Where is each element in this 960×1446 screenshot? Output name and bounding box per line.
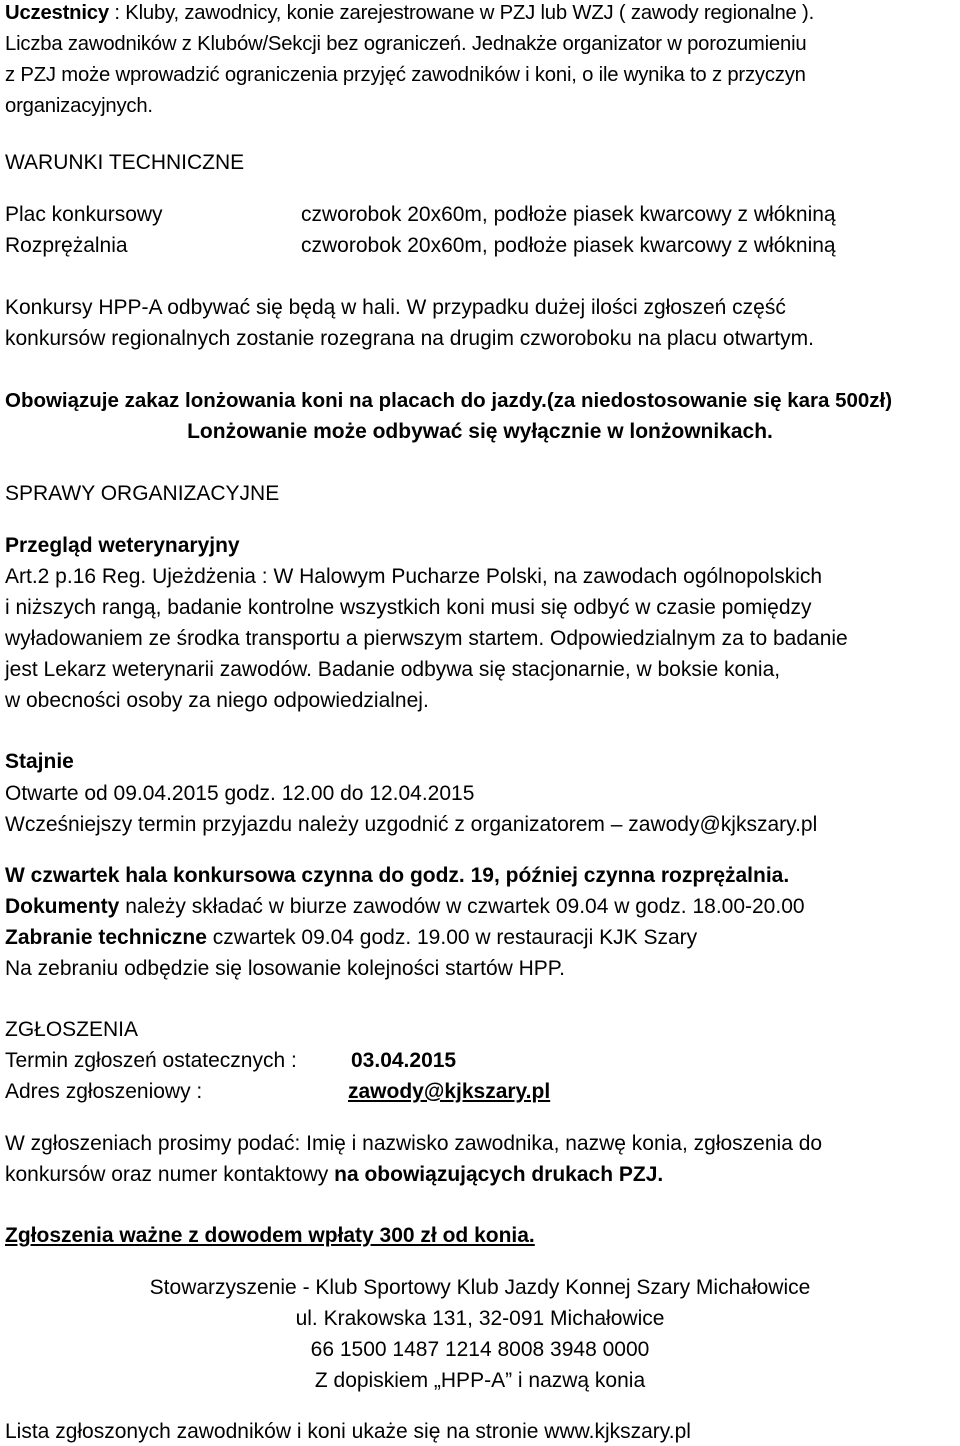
payment-requirement-line: Zgłoszenia ważne z dowodem wpłaty 300 zł od konia. bbox=[5, 1224, 535, 1247]
participants-line-2: Liczba zawodników z Klubów/Sekcji bez ograniczeń. Jednakże organizator w porozumieniu bbox=[5, 33, 807, 55]
participants-label: Uczestnicy bbox=[5, 2, 109, 24]
participants-text: : Kluby, zawodnicy, konie zarejestrowane w PZJ lub WZJ ( zawody regionalne ). bbox=[108, 2, 815, 24]
entries-request-line-2 bbox=[5, 1162, 663, 1188]
vet-paragraph-line-3: wyładowaniem ze środka transportu a pierwszym startem. Odpowiedzialnym za to badanie bbox=[5, 627, 848, 650]
technical-meeting-line bbox=[5, 925, 697, 951]
bank-account-number: 66 1500 1487 1214 8008 3948 0000 bbox=[310, 1338, 650, 1361]
entries-address-label: Adres zgłoszeniowy : bbox=[5, 1080, 203, 1103]
vet-paragraph-line-1: Art.2 p.16 Reg. Ujeżdżenia : W Halowym Pucharze Polski, na zawodach ogólnopolskich bbox=[5, 565, 823, 588]
vet-paragraph-line-5: w obecności osoby za niego odpowiedzialnej. bbox=[5, 689, 429, 712]
documents-label: Dokumenty bbox=[5, 895, 120, 918]
warmup-label: Rozprężalnia bbox=[5, 234, 128, 257]
arena-value: czworobok 20x60m, podłoże piasek kwarcowy z włókniną bbox=[301, 203, 836, 226]
stables-heading: Stajnie bbox=[5, 750, 74, 773]
entries-heading: ZGŁOSZENIA bbox=[5, 1018, 139, 1041]
participants-line-3: z PZJ może wprowadzić ograniczenia przyjęć zawodników i koni, o ile wynika to z przyczyn bbox=[5, 64, 806, 86]
draw-line: Na zebraniu odbędzie się losowanie kolejności startów HPP. bbox=[5, 957, 565, 980]
entries-request-forms: na obowiązujących drukach PZJ. bbox=[334, 1163, 664, 1186]
lunging-ban-line: Obowiązuje zakaz lonżowania koni na placach do jazdy.(za niedostosowanie się kara 500zł) bbox=[5, 389, 893, 412]
documents-line bbox=[5, 894, 805, 920]
vet-paragraph-line-2: i niższych rangą, badanie kontrolne wszystkich koni musi się odbyć w czasie pomiędzy bbox=[5, 596, 812, 619]
entries-deadline-value: 03.04.2015 bbox=[351, 1049, 457, 1072]
warmup-value: czworobok 20x60m, podłoże piasek kwarcowy z włókniną bbox=[301, 234, 836, 257]
hall-line-1: Konkursy HPP-A odbywać się będą w hali. W przypadku dużej ilości zgłoszeń część bbox=[5, 296, 786, 319]
arena-label: Plac konkursowy bbox=[5, 203, 163, 226]
association-address: ul. Krakowska 131, 32-091 Michałowice bbox=[295, 1307, 665, 1330]
entries-deadline-label: Termin zgłoszeń ostatecznych : bbox=[5, 1049, 297, 1072]
stables-early-arrival-line: Wcześniejszy termin przyjazdu należy uzgodnić z organizatorem – zawody@kjkszary.pl bbox=[5, 813, 818, 836]
hall-line-2: konkursów regionalnych zostanie rozegrana na drugim czworoboku na placu otwartym. bbox=[5, 327, 814, 350]
technical-meeting-text: czwartek 09.04 godz. 19.00 w restauracji KJK Szary bbox=[206, 926, 698, 949]
entries-list-notice: Lista zgłoszonych zawodników i koni ukaże się na stronie www.kjkszary.pl bbox=[5, 1420, 691, 1443]
participants-line-4: organizacyjnych. bbox=[5, 95, 153, 117]
participants-line-1 bbox=[5, 0, 814, 26]
payment-note: Z dopiskiem „HPP-A” i nazwą konia bbox=[314, 1369, 646, 1392]
entries-address-link[interactable]: zawody@kjkszary.pl bbox=[348, 1080, 551, 1103]
entries-request-line-1: W zgłoszeniach prosimy podać: Imię i nazwisko zawodnika, nazwę konia, zgłoszenia do bbox=[5, 1132, 823, 1155]
hall-hours-line: W czwartek hala konkursowa czynna do godz. 19, później czynna rozprężalnia. bbox=[5, 864, 790, 887]
entries-request-text: konkursów oraz numer kontaktowy bbox=[5, 1163, 335, 1186]
documents-text: należy składać w biurze zawodów w czwartek 09.04 w godz. 18.00-20.00 bbox=[119, 895, 805, 918]
organizational-heading: SPRAWY ORGANIZACYJNE bbox=[5, 482, 280, 505]
vet-inspection-heading: Przegląd weterynaryjny bbox=[5, 534, 240, 557]
association-name: Stowarzyszenie - Klub Sportowy Klub Jazdy Konnej Szary Michałowice bbox=[149, 1276, 811, 1299]
vet-paragraph-line-4: jest Lekarz weterynarii zawodów. Badanie odbywa się stacjonarnie, w boksie konia, bbox=[5, 658, 781, 681]
technical-meeting-label: Zabranie techniczne bbox=[5, 926, 207, 949]
lunging-allowed-line: Lonżowanie może odbywać się wyłącznie w lonżownikach. bbox=[187, 420, 773, 443]
stables-open-line: Otwarte od 09.04.2015 godz. 12.00 do 12.04.2015 bbox=[5, 782, 475, 805]
technical-conditions-heading: WARUNKI TECHNICZNE bbox=[5, 151, 245, 174]
